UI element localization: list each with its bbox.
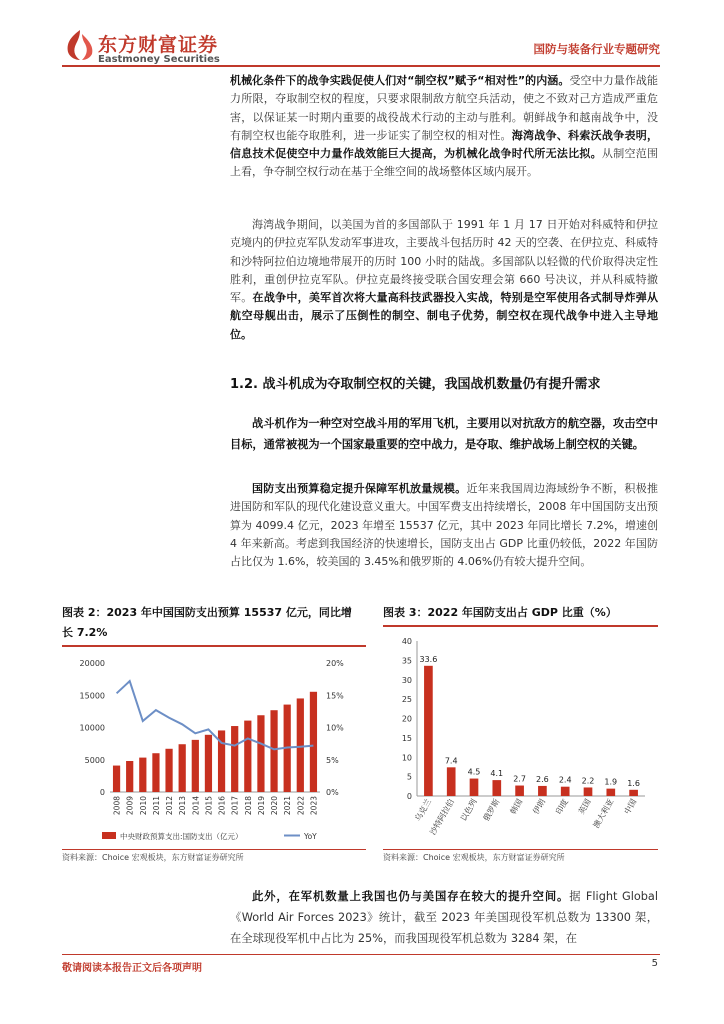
data-label: 33.6 (419, 654, 438, 664)
defense-gdp-share-chart (383, 627, 658, 849)
x-tick-label: 2008 (112, 796, 122, 816)
x-tick-label: 2012 (165, 796, 175, 816)
y-right-tick-label: 10% (326, 723, 344, 733)
bar (424, 666, 433, 796)
x-tick-label: 2022 (296, 796, 306, 816)
figure3-bottom-rule (383, 849, 658, 850)
figure2-bottom-rule (62, 849, 366, 850)
y-left-tick-label: 10000 (79, 723, 105, 733)
y-tick-label: 5 (406, 772, 412, 782)
figure2-title: 图表 2：2023 年中国国防支出预算 15537 亿元，同比增长 7.2% (62, 606, 352, 639)
bar (165, 749, 172, 792)
bar (606, 789, 615, 796)
x-tick-label: 2020 (270, 796, 280, 816)
x-tick-label: 乌克兰 (413, 797, 434, 823)
report-type: 国防与装备行业专题研究 (533, 42, 660, 56)
y-left-tick-label: 0 (99, 788, 105, 797)
x-tick-label: 2009 (125, 796, 135, 816)
defense-budget-chart (62, 647, 366, 849)
y-right-tick-label: 15% (326, 691, 344, 701)
company-name-cn: 东方财富证券 (98, 34, 219, 56)
text-run: 海湾战争期间，以美国为首的多国部队于 1991 年 1 月 17 日开始对科威特和伊拉克境内的伊拉克军队发动军事进攻，主要战斗包括历时 42 天的空袭、在伊拉克、科威特和沙特阿拉伯边境地带展开的历时 100 小时的陆战。多国部队以轻微的代价取得决定性胜利，重创伊拉克军队。伊拉克最终接受联合国安理会第 660 号决议，并从科威特撤军。 (230, 218, 658, 305)
paragraph-3 (230, 414, 658, 455)
paragraph-5 (230, 886, 658, 949)
x-tick-label: 2014 (191, 796, 201, 816)
bar (192, 740, 199, 792)
legend-label: YoY (304, 832, 317, 841)
bar (257, 715, 264, 792)
bar (152, 753, 159, 792)
text-run: 机械化条件下的战争实践促使人们对“制空权”赋予“相对性”的内涵。 (230, 74, 570, 87)
paragraph-1 (230, 72, 658, 182)
legend-label: 中央财政预算支出:国防支出（亿元） (120, 832, 243, 841)
text-run: 从制空范围上看，争夺制空权行动在基于全维空间的战场整体区域内展开。 (230, 147, 659, 179)
text-run: 海湾战争、科索沃战争表明，信息技术促使空中力量作战效能巨大提高，为机械化战争时代所无法比拟。 (230, 128, 659, 161)
x-tick-label: 2010 (138, 796, 148, 816)
bar (561, 787, 570, 796)
bar (126, 761, 133, 792)
bar (179, 744, 186, 792)
section-title: 1.2. 战斗机成为夺取制空权的关键，我国战机数量仍有提升需求 (230, 377, 601, 392)
text-run: 国防支出预算稳定提升保障军机放量规模。 (252, 482, 467, 495)
x-tick-label: 2016 (217, 796, 227, 816)
x-tick-label: 2013 (178, 796, 188, 816)
footer-disclaimer: 敬请阅读本报告正文后各项声明 (62, 963, 202, 974)
text-run: 在战争中，美军首次将大量高科技武器投入实战，特别是空军使用各式制导炸弹从航空母舰出击，展示了压倒性的制空、制电子优势，制空权在现代战争中进入主导地位。 (230, 291, 659, 341)
bar (205, 735, 212, 792)
data-label: 1.9 (604, 777, 618, 787)
bar (470, 779, 479, 796)
x-tick-label: 俄罗斯 (481, 797, 502, 823)
bar (297, 698, 304, 792)
y-right-tick-label: 0% (326, 788, 339, 797)
y-tick-label: 20 (401, 714, 412, 724)
bar (270, 710, 277, 792)
y-tick-label: 15 (401, 733, 412, 743)
x-tick-label: 以色列 (458, 797, 479, 823)
data-label: 2.4 (558, 775, 572, 785)
data-label: 4.1 (490, 769, 504, 779)
data-label: 7.4 (444, 756, 458, 766)
bar (244, 721, 251, 792)
x-tick-label: 伊朗 (531, 797, 548, 816)
data-label: 4.5 (467, 767, 481, 777)
y-tick-label: 35 (401, 656, 412, 666)
bar (584, 787, 593, 796)
data-label: 2.7 (513, 774, 526, 784)
text-run: 战斗机作为一种空对空战斗用的军用飞机，主要用以对抗敌方的航空器，攻击空中目标，通常被视为一个国家最重要的空中战力，是夺取、维护战场上制空权的关键。 (230, 417, 658, 451)
data-label: 1.6 (627, 778, 640, 788)
x-tick-label: 2023 (309, 796, 319, 816)
footer-divider (62, 954, 660, 955)
y-left-tick-label: 5000 (84, 755, 105, 765)
figure2-source: 资料来源：Choice 宏观板块，东方财富证券研究所 (62, 853, 244, 862)
y-tick-label: 40 (401, 637, 412, 646)
text-run: 近年来我国周边海域纷争不断，积极推进国防和军队的现代化建设意义重大。中国军费支出持续增长，2008 年中国国防支出预算为 4099.4 亿元，2023 年增至 15537 亿元，其中 2023 年同比增长 7.2%，增速创 4 年来新高。考虑到我国经济的快速增长，国防支出占 GDP 比重仍较低，2022 年国防占比仅为 1.6%，较美国的 3.45%和俄罗斯的 4.06%仍有较大提升空间。 (230, 482, 659, 569)
y-right-tick-label: 5% (326, 755, 339, 765)
bar (139, 758, 146, 792)
bar (310, 692, 317, 792)
text-run: 此外，在军机数量上我国也仍与美国存在较大的提升空间。 (252, 890, 570, 903)
bar (538, 786, 547, 796)
x-tick-label: 印度 (554, 797, 570, 816)
y-left-tick-label: 20000 (79, 659, 105, 668)
y-right-tick-label: 20% (326, 659, 344, 668)
x-tick-label: 2011 (151, 796, 161, 816)
bar (515, 786, 524, 796)
bar (113, 766, 120, 792)
header-divider (62, 65, 660, 67)
bar (492, 780, 501, 796)
x-tick-label: 韩国 (508, 797, 525, 816)
data-label: 2.2 (581, 776, 595, 786)
x-tick-label: 中国 (622, 797, 639, 816)
y-tick-label: 0 (406, 792, 412, 801)
x-tick-label: 2019 (256, 796, 266, 816)
bar (447, 767, 456, 796)
x-tick-label: 2017 (230, 796, 240, 816)
page-number: 5 (651, 958, 658, 969)
x-tick-label: 2015 (204, 796, 214, 816)
bar (629, 790, 638, 796)
x-tick-label: 英国 (576, 797, 593, 816)
y-tick-label: 30 (401, 675, 412, 685)
bar (231, 726, 238, 792)
paragraph-4 (230, 480, 658, 571)
data-label: 2.6 (536, 774, 549, 784)
text-run: 据 Flight Global 《World Air Forces 2023》统计，截至 2023 年美国现役军机总数为 13300 架，在全球现役军机中占比为 25%，而我国现役军机总数为 3284 架，在 (230, 890, 658, 945)
legend-swatch-bar (102, 832, 116, 839)
y-left-tick-label: 15000 (79, 691, 105, 701)
eastmoney-logo-icon (62, 28, 98, 62)
x-tick-label: 2021 (283, 796, 293, 816)
x-tick-label: 沙特阿拉伯 (428, 797, 456, 837)
y-tick-label: 25 (401, 695, 412, 705)
x-tick-label: 2018 (243, 796, 253, 816)
figure3-source: 资料来源：Choice 宏观板块，东方财富证券研究所 (383, 853, 565, 862)
x-tick-label: 澳大利亚 (591, 797, 616, 830)
text-run: 受空中力量作战能力所限，夺取制空权的程度，只要求限制敌方航空兵活动，使之不致对己方造成严重危害，以保证某一时期内重要的战役战术行动的主动与胜利。朝鲜战争和越南战争中，没有制空权也能夺取胜利，进一步证实了制空权的相对性。 (230, 74, 659, 142)
company-name-en: Eastmoney Securities (98, 54, 220, 65)
y-tick-label: 10 (401, 753, 412, 763)
paragraph-2 (230, 216, 658, 344)
figure3-title: 图表 3：2022 年国防支出占 GDP 比重（%） (383, 606, 617, 619)
